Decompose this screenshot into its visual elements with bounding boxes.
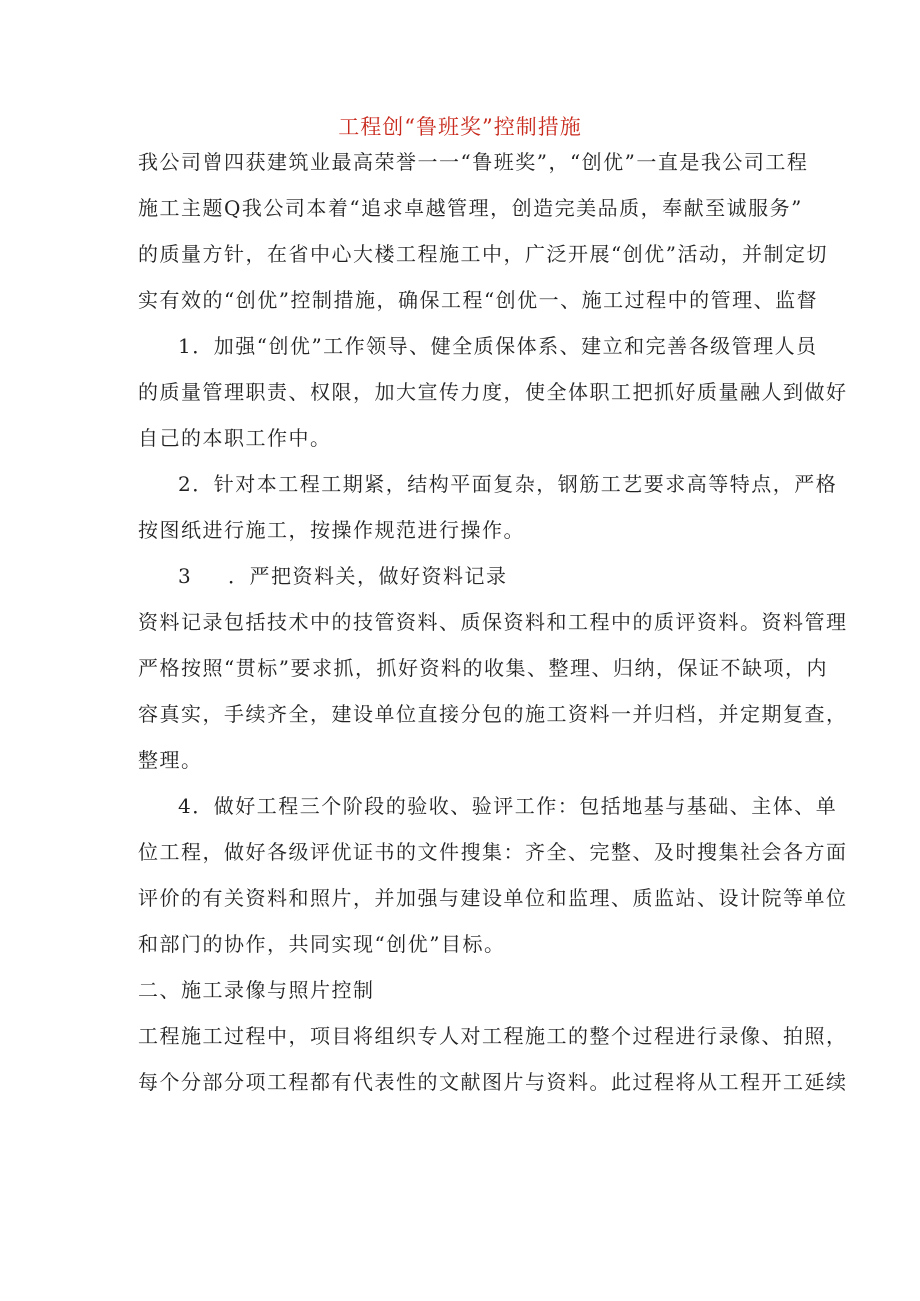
paragraph-line: 工程施工过程中，项目将组织专人对工程施工的整个过程进行录像、拍照， xyxy=(138,1024,848,1048)
paragraph-line: 每个分部分项工程都有代表性的文献图片与资料。此过程将从工程开工延续 xyxy=(138,1070,848,1094)
list-item-4-line: 4．做好工程三个阶段的验收、验评工作：包括地基与基础、主体、单 xyxy=(178,794,838,818)
paragraph-line: 施工主题Q我公司本着“追求卓越管理，创造完美品质，奉献至诚服务” xyxy=(138,196,803,220)
list-item-2-line: 2．针对本工程工期紧，结构平面复杂，钢筋工艺要求高等特点，严格 xyxy=(178,472,838,496)
paragraph-line: 实有效的“创优”控制措施，确保工程“创优一、施工过程中的管理、监督 xyxy=(138,288,819,312)
section-heading: 二、施工录像与照片控制 xyxy=(138,978,375,1002)
paragraph-line: 我公司曾四获建筑业最高荣誉一一“鲁班奖”，“创优”一直是我公司工程 xyxy=(138,150,809,174)
paragraph-line: 的质量方针，在省中心大楼工程施工中，广泛开展“创优”活动，并制定切 xyxy=(138,242,828,266)
paragraph-line: 自己的本职工作中。 xyxy=(138,426,332,450)
paragraph-line: 评价的有关资料和照片，并加强与建设单位和监理、质监站、设计院等单位 xyxy=(138,886,848,910)
list-item-1-line: 1．加强“创优”工作领导、健全质保体系、建立和完善各级管理人员 xyxy=(178,334,818,358)
paragraph-line: 按图纸进行施工，按操作规范进行操作。 xyxy=(138,518,525,542)
paragraph-line: 整理。 xyxy=(138,748,203,772)
paragraph-line: 的质量管理职责、权限，加大宣传力度，使全体职工把抓好质量融人到做好 xyxy=(138,380,848,404)
paragraph-line: 资料记录包括技术中的技管资料、质保资料和工程中的质评资料。资料管理 xyxy=(138,610,848,634)
list-item-3-number: 3 xyxy=(178,564,193,588)
paragraph-line: 和部门的协作，共同实现“创优”目标。 xyxy=(138,932,506,956)
document-title: 工程创“鲁班奖”控制措施 xyxy=(338,115,582,139)
paragraph-line: 严格按照“贯标”要求抓，抓好资料的收集、整理、归纳，保证不缺项，内 xyxy=(138,656,828,680)
paragraph-line: 位工程，做好各级评优证书的文件搜集：齐全、完整、及时搜集社会各方面 xyxy=(138,840,848,864)
paragraph-line: 容真实，手续齐全，建设单位直接分包的施工资料一并归档，并定期复查， xyxy=(138,702,848,726)
list-item-3-heading: ．严把资料关，做好资料记录 xyxy=(228,564,508,588)
